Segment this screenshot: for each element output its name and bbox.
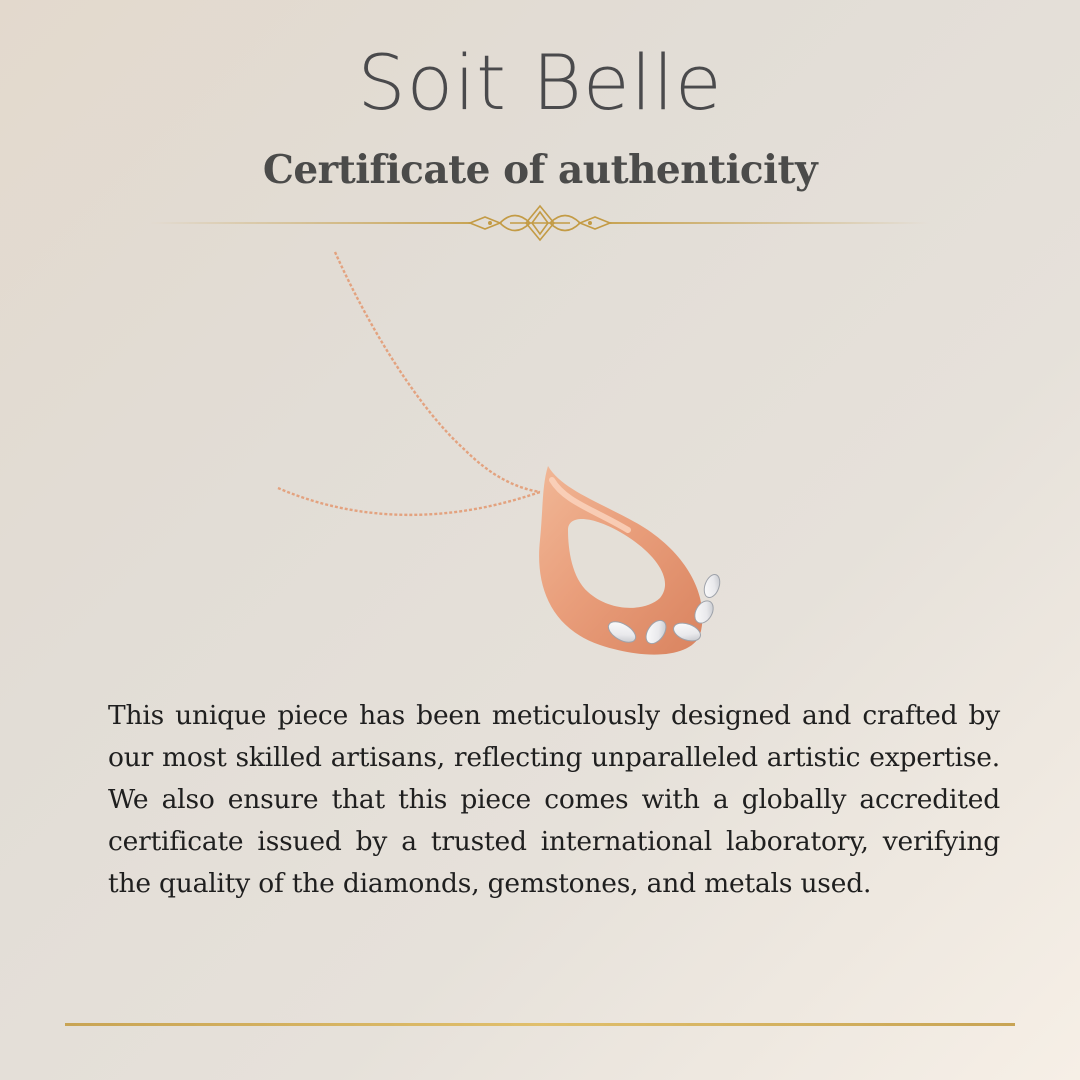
page-title: Certificate of authenticity bbox=[262, 147, 818, 193]
bottom-divider bbox=[65, 1023, 1015, 1026]
certificate-description: This unique piece has been meticulously designed and crafted by our most skilled artisans, reflecting unparalleled artistic expertise. We also ensure that this piece comes with a globally accredited certificate issued by a trusted international laboratory, verifying the quality of the diamonds, gemstones, and metals used. bbox=[108, 700, 1000, 899]
brand-logo: Soit Belle bbox=[357, 38, 723, 127]
pendant-necklace-image bbox=[250, 240, 770, 680]
